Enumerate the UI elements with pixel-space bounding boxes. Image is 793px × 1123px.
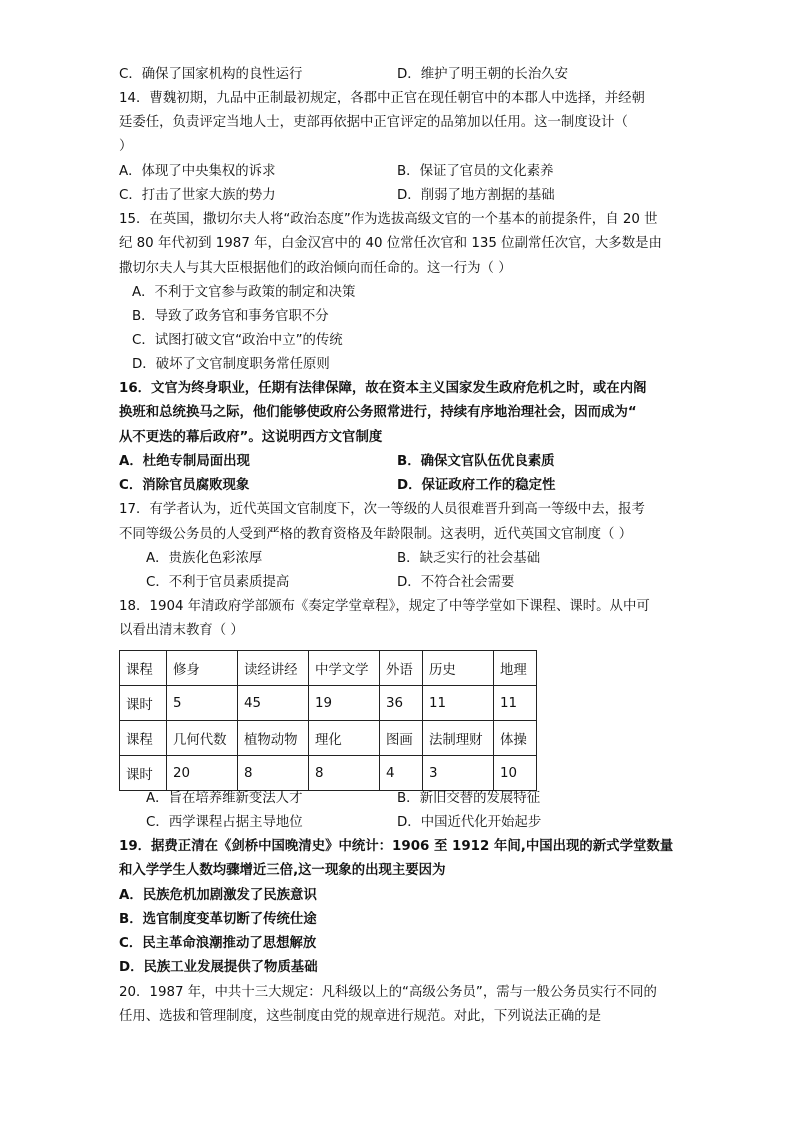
q14-option-b: B．保证了官员的文化素养: [397, 164, 554, 179]
q19-stem-line1: 19．据费正清在《剑桥中国晚清史》中统计：1906 至 1912 年间,中国出现的新式学堂数量: [119, 839, 674, 854]
q16-stem-line3: 从不更迭的幕后政府”。这说明西方文官制度: [119, 430, 383, 445]
table-cell: 外语: [380, 651, 423, 686]
q18-stem-line2: 以看出清末教育（ ）: [119, 623, 244, 638]
q15-option-d: D．破坏了文官制度职务常任原则: [132, 357, 330, 372]
q18-option-b: B．新旧交替的发展特征: [397, 791, 541, 806]
table-cell: 5: [167, 686, 238, 721]
table-cell: 课时: [120, 756, 167, 791]
table-cell: 3: [423, 756, 494, 791]
q17-stem-line1: 17．有学者认为，近代英国文官制度下，次一等级的人员很难晋升到高一等级中去，报考: [119, 502, 645, 517]
q15-stem-line1: 15．在英国，撒切尔夫人将“政治态度”作为选拔高级文官的一个基本的前提条件，自 20 世: [119, 212, 658, 227]
q13-option-d: D．维护了明王朝的长治久安: [397, 67, 568, 82]
q14-stem-line2: 廷委任，负责评定当地人士，吏部再依据中正官评定的品第加以任用。这一制度设计（: [119, 115, 628, 130]
table-cell: 45: [238, 686, 309, 721]
q15-stem-line2: 纪 80 年代初到 1987 年，白金汉宫中的 40 位常任次官和 135 位副常任次官，大多数是由: [119, 236, 662, 251]
table-cell: 体操: [494, 721, 537, 756]
q16-stem-line1: 16．文官为终身职业，任期有法律保障，故在资本主义国家发生政府危机之时，或在内阁: [119, 381, 647, 396]
table-cell: 10: [494, 756, 537, 791]
table-cell: 历史: [423, 651, 494, 686]
q16-option-d: D．保证政府工作的稳定性: [397, 478, 556, 493]
q13-option-c: C．确保了国家机构的良性运行: [119, 67, 303, 82]
table-cell: 36: [380, 686, 423, 721]
q19-option-b: B．选官制度变革切断了传统仕途: [119, 912, 317, 927]
table-cell: 11: [423, 686, 494, 721]
table-cell: 4: [380, 756, 423, 791]
q17-option-c: C．不利于官员素质提高: [146, 575, 290, 590]
q18-option-a: A．旨在培养维新变法人才: [146, 791, 303, 806]
table-cell: 地理: [494, 651, 537, 686]
q17-option-d: D．不符合社会需要: [397, 575, 515, 590]
table-cell: 理化: [309, 721, 380, 756]
table-cell: 20: [167, 756, 238, 791]
table-cell: 修身: [167, 651, 238, 686]
q17-option-b: B．缺乏实行的社会基础: [397, 551, 541, 566]
q19-stem-line2: 和入学学生人数均骤增近三倍,这一现象的出现主要因为: [119, 863, 446, 878]
q16-option-a: A．杜绝专制局面出现: [119, 454, 250, 469]
table-cell: 课程: [120, 651, 167, 686]
table-row: [120, 651, 537, 686]
table-cell: 8: [238, 756, 309, 791]
q15-stem-line3: 撒切尔夫人与其大臣根据他们的政治倾向而任命的。这一行为（ ）: [119, 261, 512, 276]
table-cell: 图画: [380, 721, 423, 756]
q20-stem-line2: 任用、选拔和管理制度，这些制度由党的规章进行规范。对此，下列说法正确的是: [119, 1009, 602, 1024]
table-cell: 19: [309, 686, 380, 721]
q20-stem-line1: 20．1987 年，中共十三大规定：凡科级以上的“高级公务员”，需与一般公务员实行不同的: [119, 985, 657, 1000]
table-cell: 课时: [120, 686, 167, 721]
q18-option-d: D．中国近代化开始起步: [397, 815, 542, 830]
table-cell: 法制理财: [423, 721, 494, 756]
course-hours-table: [119, 650, 537, 791]
q19-option-a: A．民族危机加剧激发了民族意识: [119, 888, 317, 903]
table-row: [120, 756, 537, 791]
table-cell: 植物动物: [238, 721, 309, 756]
table-cell: 读经讲经: [238, 651, 309, 686]
table-row: [120, 721, 537, 756]
table-cell: 8: [309, 756, 380, 791]
q17-option-a: A．贵族化色彩浓厚: [146, 551, 263, 566]
q16-stem-line2: 换班和总统换马之际，他们能够使政府公务照常进行，持续有序地治理社会，因而成为“: [119, 405, 637, 420]
table-cell: 几何代数: [167, 721, 238, 756]
q14-stem-line3: ）: [119, 139, 133, 154]
q18-stem-line1: 18．1904 年清政府学部颁布《奏定学堂章程》，规定了中等学堂如下课程、课时。从中可: [119, 599, 650, 614]
q16-option-b: B．确保文官队伍优良素质: [397, 454, 555, 469]
table-cell: 11: [494, 686, 537, 721]
q19-option-c: C．民主革命浪潮推动了思想解放: [119, 936, 317, 951]
q14-option-a: A．体现了中央集权的诉求: [119, 164, 276, 179]
q15-option-c: C．试图打破文官“政治中立”的传统: [132, 333, 343, 348]
q17-stem-line2: 不同等级公务员的人受到严格的教育资格及年龄限制。这表明，近代英国文官制度（ ）: [119, 527, 633, 542]
q14-option-c: C．打击了世家大族的势力: [119, 188, 276, 203]
table-cell: 中学文学: [309, 651, 380, 686]
table-cell: 课程: [120, 721, 167, 756]
q15-option-a: A．不利于文官参与政策的制定和决策: [132, 285, 356, 300]
q14-option-d: D．削弱了地方割据的基础: [397, 188, 555, 203]
q19-option-d: D．民族工业发展提供了物质基础: [119, 960, 318, 975]
q16-option-c: C．消除官员腐败现象: [119, 478, 250, 493]
table-row: [120, 686, 537, 721]
q14-stem-line1: 14．曹魏初期，九品中正制最初规定，各郡中正官在现任朝官中的本郡人中选择，并经朝: [119, 91, 645, 106]
q15-option-b: B．导致了政务官和事务官职不分: [132, 309, 329, 324]
q18-option-c: C．西学课程占据主导地位: [146, 815, 303, 830]
